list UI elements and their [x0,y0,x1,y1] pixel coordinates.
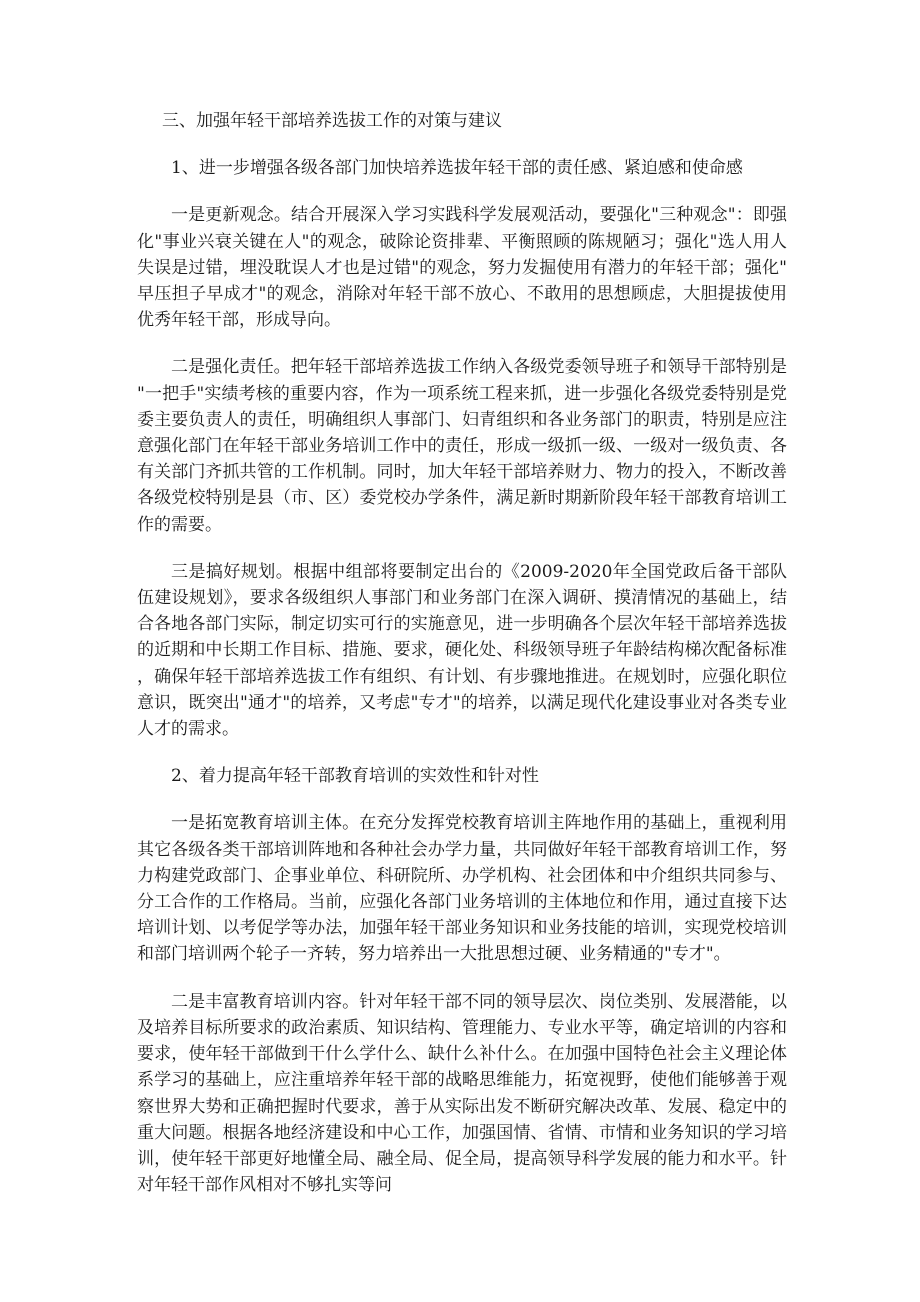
paragraph-strengthen-responsibility: 二是强化责任。把年轻干部培养选拔工作纳入各级党委领导班子和领导干部特别是"一把手"实绩考核的重要内容，作为一项系统工程来抓，进一步强化各级党委特别是党委主要负责人的责任，明确组织人事部门、妇青组织和各业务部门的职责，特别是应注意强化部门在年轻干部业务培训工作中的责任，形成一级抓一级、一级对一级负责、各有关部门齐抓共管的工作机制。同时，加大年轻干部培养财力、物力的投入，不断改善各级党校特别是县（市、区）委党校办学条件，满足新时期新阶段年轻干部教育培训工作的需要。 [137,357,787,535]
subsection-heading-1: 1、进一步增强各级各部门加快培养选拔年轻干部的责任感、紧迫感和使命感 [171,158,743,179]
section-heading: 三、加强年轻干部培养选拔工作的对策与建议 [162,111,502,131]
subsection-heading-2: 2、着力提高年轻干部教育培训的实效性和针对性 [171,766,539,787]
paragraph-enrich-training-content: 二是丰富教育培训内容。针对年轻干部不同的领导层次、岗位类别、发展潜能，以及培养目标所要求的政治素质、知识结构、管理能力、专业水平等，确定培训的内容和要求，使年轻干部做到干什么学什么、缺什么补什么。在加强中国特色社会主义理论体系学习的基础上，应注重培养年轻干部的战略思维能力，拓宽视野，使他们能够善于观察世界大势和正确把握时代要求，善于从实际出发不断研究解决改革、发展、稳定中的重大问题。根据各地经济建设和中心工作，加强国情、省情、市情和业务知识的学习培训，使年轻干部更好地懂全局、融全局、促全局，提高领导科学发展的能力和水平。针对年轻干部作风相对不够扎实等问 [137,991,787,1196]
paragraph-broaden-training-subjects: 一是拓宽教育培训主体。在充分发挥党校教育培训主阵地作用的基础上，重视利用其它各级各类干部培训阵地和各种社会办学力量，共同做好年轻干部教育培训工作，努力构建党政部门、企事业单位、科研院所、办学机构、社会团体和中介组织共同参与、分工合作的工作格局。当前，应强化各部门业务培训的主体地位和作用，通过直接下达培训计划、以考促学等办法，加强年轻干部业务知识和业务技能的培训，实现党校培训和部门培训两个轮子一齐转，努力培养出一大批思想过硬、业务精通的"专才"。 [137,813,787,965]
paragraph-update-concepts: 一是更新观念。结合开展深入学习实践科学发展观活动，要强化"三种观念"：即强化"事业兴衰关键在人"的观念，破除论资排辈、平衡照顾的陈规陋习；强化"选人用人失误是过错，埋没耽误人才也是过错"的观念，努力发掘使用有潜力的年轻干部；强化"早压担子早成才"的观念，消除对年轻干部不放心、不敢用的思想顾虑，大胆提拔使用优秀年轻干部，形成导向。 [137,205,787,331]
document-body [137,108,787,1219]
paragraph-good-planning: 三是搞好规划。根据中组部将要制定出台的《2009-2020年全国党政后备干部队伍建设规划》，要求各级组织人事部门和业务部门在深入调研、摸清情况的基础上，结合各地各部门实际，制定切实可行的实施意见，进一步明确各个层次年轻干部培养选拔的近期和中长期工作目标、措施、要求，硬化处、科级领导班子年龄结构梯次配备标准，确保年轻干部培养选拔工作有组织、有计划、有步骤地推进。在规划时，应强化职位意识，既突出"通才"的培养，又考虑"专才"的培养，以满足现代化建设事业对各类专业人才的需求。 [137,561,787,740]
